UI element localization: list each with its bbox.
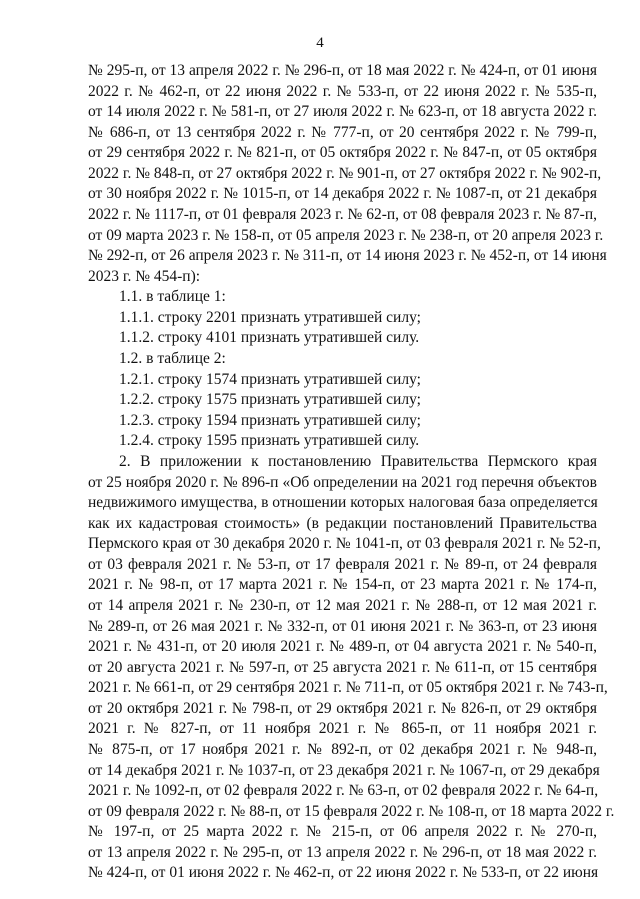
text-line: 2021 г. № 827-п, от 11 ноября 2021 г. № 865-п, от 11 ноября 2021 г. [88,720,597,738]
page-number: 4 [316,35,324,51]
text-line: 2022 г. № 462-п, от 22 июня 2022 г. № 533-п, от 22 июня 2022 г. № 535-п, [88,82,597,100]
text-line: от 20 августа 2021 г. № 597-п, от 25 августа 2021 г. № 611-п, от 15 сентября [88,658,597,676]
list-item: 1.2. в таблице 2: [119,350,226,368]
text-line: от 25 ноября 2020 г. № 896-п «Об определении на 2021 год перечня объектов [88,473,597,491]
text-line: № 686-п, от 13 сентября 2022 г. № 777-п, от 20 сентября 2022 г. № 799-п, [88,123,597,141]
text-line: от 29 сентября 2022 г. № 821-п, от 05 октября 2022 г. № 847-п, от 05 октября [88,144,597,162]
text-line: от 03 февраля 2021 г. № 53-п, от 17 февраля 2021 г. № 89-п, от 24 февраля [88,555,597,573]
text-line: 2022 г. № 1117-п, от 01 февраля 2023 г. № 62-п, от 08 февраля 2023 г. № 87-п, [88,206,597,224]
text-line: от 09 марта 2023 г. № 158-п, от 05 апреля 2023 г. № 238-п, от 20 апреля 2023 г. [88,226,604,244]
text-line: № 197-п, от 25 марта 2022 г. № 215-п, от 06 апреля 2022 г. № 270-п, [88,823,597,841]
list-item: 1.1. в таблице 1: [119,288,226,306]
text-line: Пермского края от 30 декабря 2020 г. № 1041-п, от 03 февраля 2021 г. № 52-п, [88,535,601,553]
list-item: 1.2.3. строку 1594 признать утратившей силу; [119,411,421,429]
text-line: недвижимого имущества, в отношении которых налоговая база определяется [88,494,598,512]
text-line: от 14 июля 2022 г. № 581-п, от 27 июля 2022 г. № 623-п, от 18 августа 2022 г. [88,103,597,121]
text-line: от 20 октября 2021 г. № 798-п, от 29 октября 2021 г. № 826-п, от 29 октября [88,699,597,717]
text-line: от 30 ноября 2022 г. № 1015-п, от 14 декабря 2022 г. № 1087-п, от 21 декабря [88,185,597,203]
text-line: № 289-п, от 26 мая 2021 г. № 332-п, от 01 июня 2021 г. № 363-п, от 23 июня [88,617,597,635]
text-line: 2023 г. № 454-п): [88,267,201,285]
text-line: как их кадастровая стоимость» (в редакции постановлений Правительства [88,514,597,532]
list-item: 1.1.1. строку 2201 признать утратившей силу; [119,308,421,326]
text-line: от 13 апреля 2022 г. № 295-п, от 13 апреля 2022 г. № 296-п, от 18 мая 2022 г. [88,843,597,861]
text-line: № 424-п, от 01 июня 2022 г. № 462-п, от 22 июня 2022 г. № 533-п, от 22 июня [88,864,599,882]
list-item: 1.2.4. строку 1595 признать утратившей силу. [119,432,420,450]
list-item: 1.2.2. строку 1575 признать утратившей силу; [119,391,421,409]
text-line: 2021 г. № 98-п, от 17 марта 2021 г. № 154-п, от 23 марта 2021 г. № 174-п, [88,576,597,594]
text-line: № 292-п, от 26 апреля 2023 г. № 311-п, от 14 июня 2023 г. № 452-п, от 14 июня [88,247,607,265]
list-item: 1.1.2. строку 4101 признать утратившей силу. [119,329,420,347]
text-line: от 14 декабря 2021 г. № 1037-п, от 23 декабря 2021 г. № 1067-п, от 29 декабря [88,761,600,779]
list-item: 1.2.1. строку 1574 признать утратившей силу; [119,370,421,388]
text-line: 2021 г. № 661-п, от 29 сентября 2021 г. № 711-п, от 05 октября 2021 г. № 743-п, [88,679,608,697]
text-line: 2021 г. № 431-п, от 20 июля 2021 г. № 489-п, от 04 августа 2021 г. № 540-п, [88,638,597,656]
text-line: 2022 г. № 848-п, от 27 октября 2022 г. № 901-п, от 27 октября 2022 г. № 902-п, [88,164,602,182]
text-line: № 295-п, от 13 апреля 2022 г. № 296-п, от 18 мая 2022 г. № 424-п, от 01 июня [88,62,597,79]
paragraph-first-line: 2. В приложении к постановлению Правительства Пермского края [119,452,597,470]
text-line: 2021 г. № 1092-п, от 02 февраля 2022 г. № 63-п, от 02 февраля 2022 г. № 64-п, [88,782,599,800]
text-line: от 14 апреля 2021 г. № 230-п, от 12 мая 2021 г. № 288-п, от 12 мая 2021 г. [88,596,597,614]
text-line: № 875-п, от 17 ноября 2021 г. № 892-п, от 02 декабря 2021 г. № 948-п, [88,740,597,758]
text-line: от 09 февраля 2022 г. № 88-п, от 15 февраля 2022 г. № 108-п, от 18 марта 2022 г. [88,802,615,820]
